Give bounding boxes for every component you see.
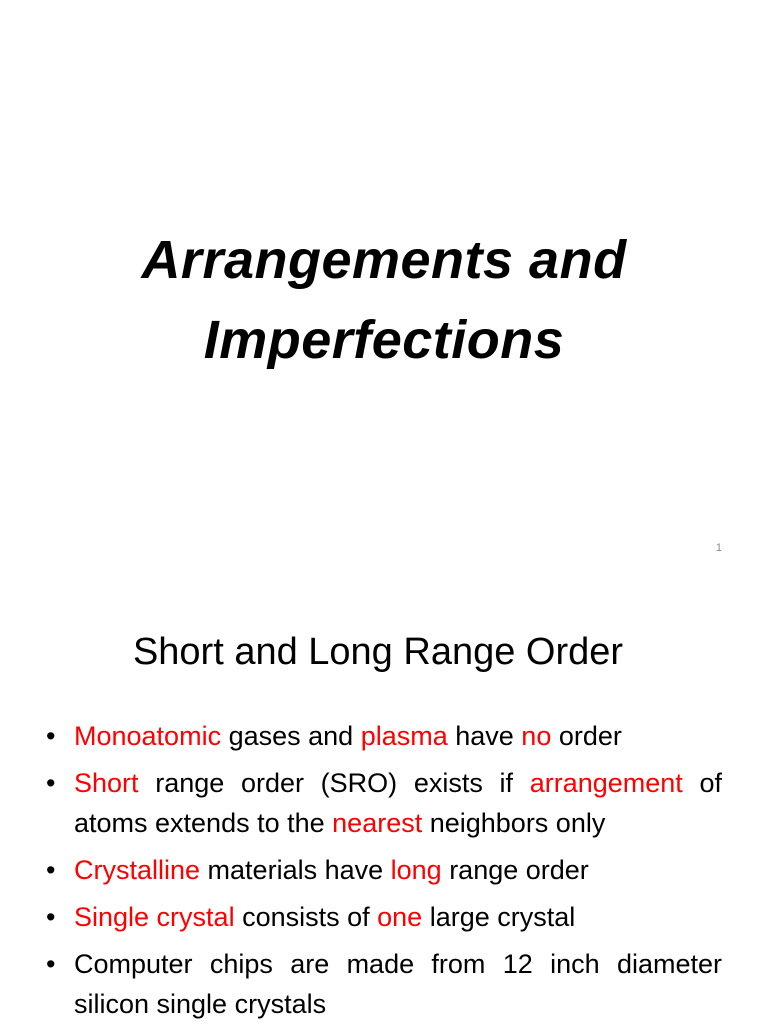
bullet-item — [46, 850, 722, 890]
bullet-text: order — [551, 721, 622, 751]
bullet-text: materials have — [200, 855, 391, 885]
highlight-text: long — [390, 855, 442, 885]
bullet-text: consists of — [234, 902, 378, 932]
bullet-text: of atoms extends to the — [74, 768, 722, 838]
highlight-text: no — [521, 721, 552, 751]
bullet-list — [46, 716, 722, 1031]
bullet-item — [46, 897, 722, 937]
slide-title — [0, 220, 768, 380]
highlight-text: Crystalline — [74, 855, 201, 885]
slide-title-line-2: Imperfections — [203, 310, 565, 370]
highlight-text: Short — [74, 768, 139, 798]
bullet-text: range order (SRO) exists if — [138, 768, 530, 798]
highlight-text: Monoatomic — [74, 721, 222, 751]
highlight-text: arrangement — [529, 768, 683, 798]
highlight-text: Single crystal — [74, 902, 235, 932]
bullet-item — [46, 763, 722, 843]
slide-2 — [0, 576, 768, 1024]
bullet-text: have — [447, 721, 522, 751]
bullet-item — [46, 716, 722, 756]
highlight-text: nearest — [332, 808, 423, 838]
bullet-text: large crystal — [422, 902, 576, 932]
bullet-text: range order — [441, 855, 589, 885]
slide-2-title: Short and Long Range Order — [132, 631, 624, 673]
bullet-item — [46, 944, 722, 1024]
bullet-text: Computer chips are made from 12 inch diameter silicon single crystals — [74, 949, 722, 1019]
slide-page-number: 1 — [715, 542, 722, 554]
highlight-text: plasma — [360, 721, 448, 751]
bullet-text: gases and — [221, 721, 361, 751]
bullet-text: neighbors only — [422, 808, 606, 838]
highlight-text: one — [377, 902, 423, 932]
slide-title-line-1: Arrangements and — [141, 230, 627, 290]
